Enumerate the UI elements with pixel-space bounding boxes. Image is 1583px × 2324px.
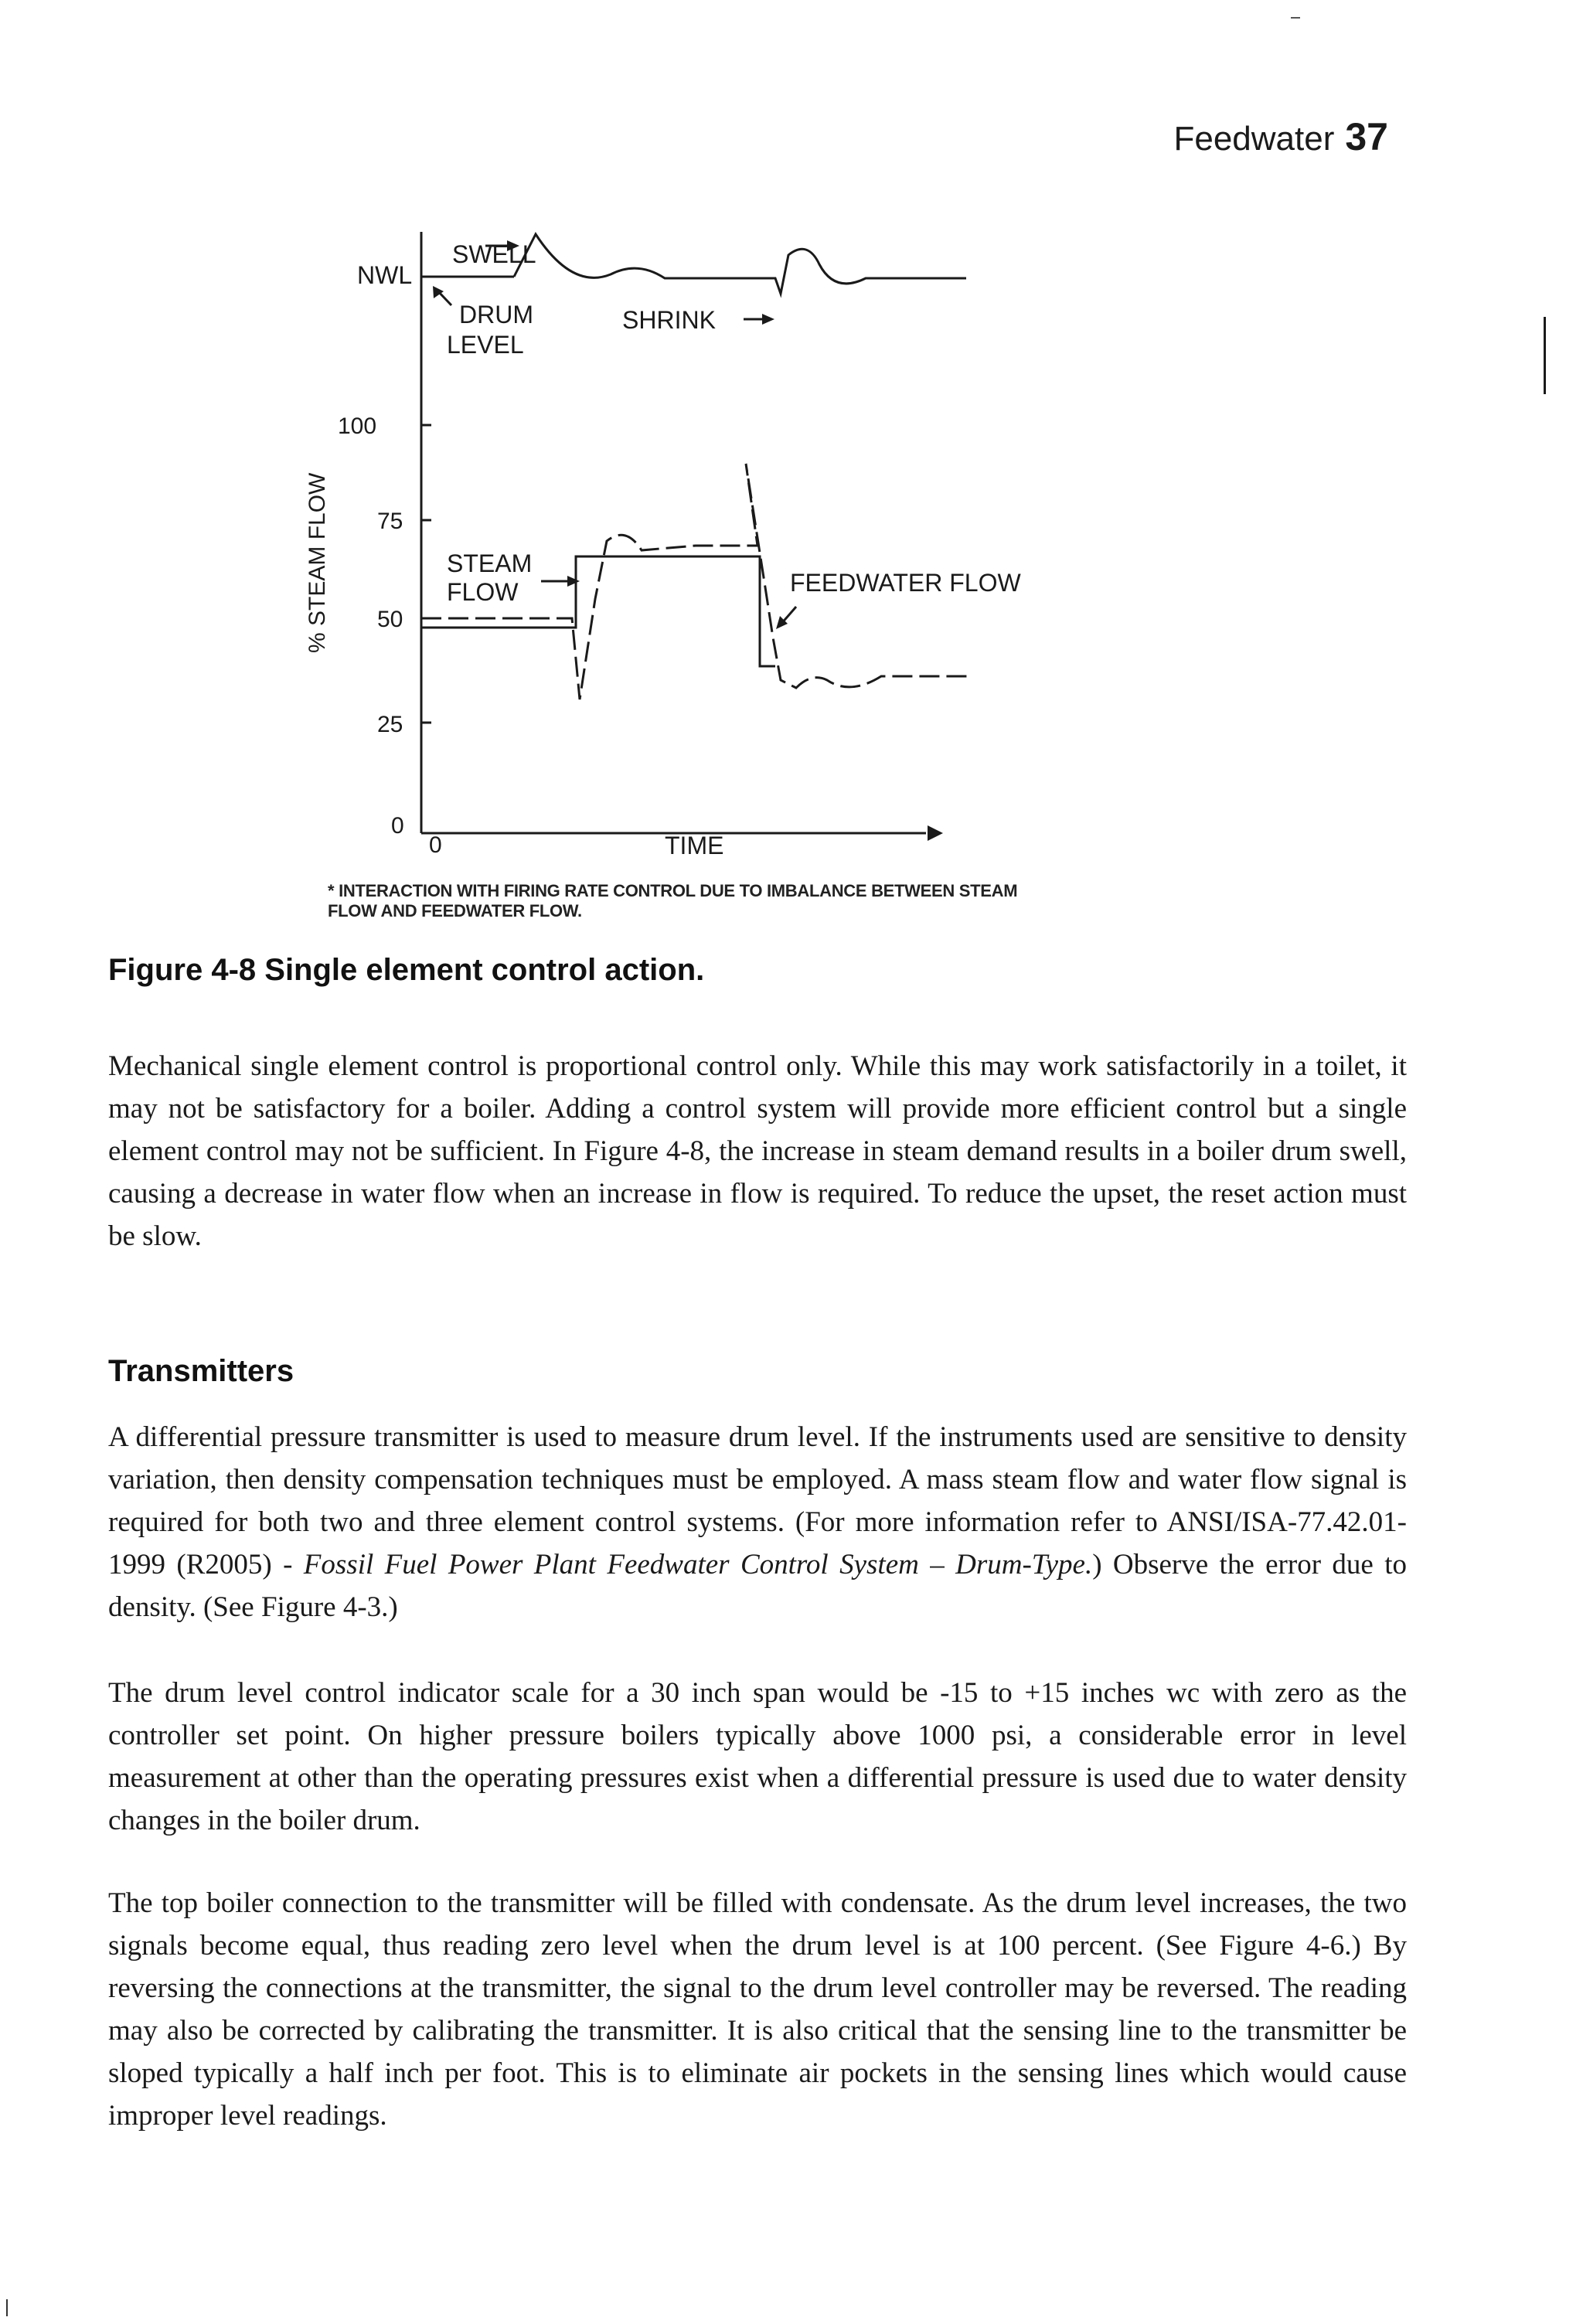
paragraph-indicator-scale: The drum level control indicator scale for a 30 inch span would be -15 to +15 inches wc with zero as the controller set point. On higher pressure boilers typically above 1000 psi, a considerable error in level measurement at other than the operating pressures exist when a differential pressure is used due to water density changes in the boiler drum. (108, 1677, 1407, 1836)
single-element-control-figure (0, 0, 1583, 866)
feedwater-flow-label: FEEDWATER FLOW (790, 569, 1021, 597)
y-axis-label: % STEAM FLOW (305, 472, 330, 653)
drum-level-curve (514, 234, 966, 294)
y-tick-label-100: 100 (338, 413, 377, 439)
level-label: LEVEL (447, 331, 524, 359)
paragraph-top-connection: The top boiler connection to the transmitter will be filled with condensate. As the drum level increases, the two signals become equal, thus reading zero level when the drum level is at 100 percent. (See Figure 4-6.) By reversing the connections at the transmitter, the signal to the drum level controller may be reversed. The reading may also be corrected by calibrating the transmitter. It is also critical that the sensing line to the transmitter be sloped typically a half inch per foot. This is to eliminate air pockets in the sensing lines which would cause improper level readings. (108, 1887, 1407, 2132)
y-tick-label-75: 75 (377, 509, 403, 534)
time-arrow-head (928, 825, 943, 841)
swell-label: SWELL (452, 240, 536, 268)
paragraph-text: A differential pressure transmitter is used to measure drum level. If the instruments used are sensitive to density variation, then density compensation techniques must be employed. A mass steam flow and water flow signal is required for both two and three element control systems. (For more information refer to ANSI/ISA-77.42.01-1999 (R2005) - (108, 1421, 1407, 1581)
y-tick-label-50: 50 (377, 607, 403, 632)
x-origin-label: 0 (429, 832, 442, 858)
nwl-label: NWL (357, 261, 413, 289)
x-axis-label: TIME (665, 832, 724, 859)
paragraph-text: ) Observe the error due to density. (See Figure 4-3.) (108, 1549, 1407, 1623)
shrink-label: SHRINK (622, 306, 716, 334)
paragraph-single-element: Mechanical single element control is proportional control only. While this may work satisfactorily in a toilet, it may not be satisfactory for a boiler. Adding a control system will provide more efficient control but a single element control may not be sufficient. In Figure 4-8, the increase in steam demand results in a boiler drum swell, causing a decrease in water flow when an increase in flow is required. To reduce the upset, the reset action must be slow. (108, 1050, 1407, 1252)
standard-reference: Fossil Fuel Power Plant Feedwater Control System – Drum-Type. (303, 1549, 1093, 1581)
steam-flow-arrow-head (567, 576, 580, 587)
scan-mark-bottom (6, 2299, 8, 2316)
y-origin-label: 0 (391, 813, 404, 839)
shrink-arrow-head (762, 314, 774, 325)
running-head-section: Feedwater (1173, 120, 1335, 158)
figure-footnote: * INTERACTION WITH FIRING RATE CONTROL DUE TO IMBALANCE BETWEEN STEAM FLOW AND FEEDWATER FLOW. (328, 881, 1018, 920)
section-heading-transmitters: Transmitters (108, 1354, 294, 1388)
paragraph-differential-pressure (108, 1416, 1407, 1628)
page-number: 37 (1345, 115, 1388, 158)
flow-label: FLOW (447, 578, 519, 606)
figure-caption: Figure 4-8 Single element control action. (108, 953, 705, 987)
drum-label: DRUM (459, 301, 533, 328)
y-tick-label-25: 25 (377, 712, 403, 737)
steam-label: STEAM (447, 550, 533, 577)
